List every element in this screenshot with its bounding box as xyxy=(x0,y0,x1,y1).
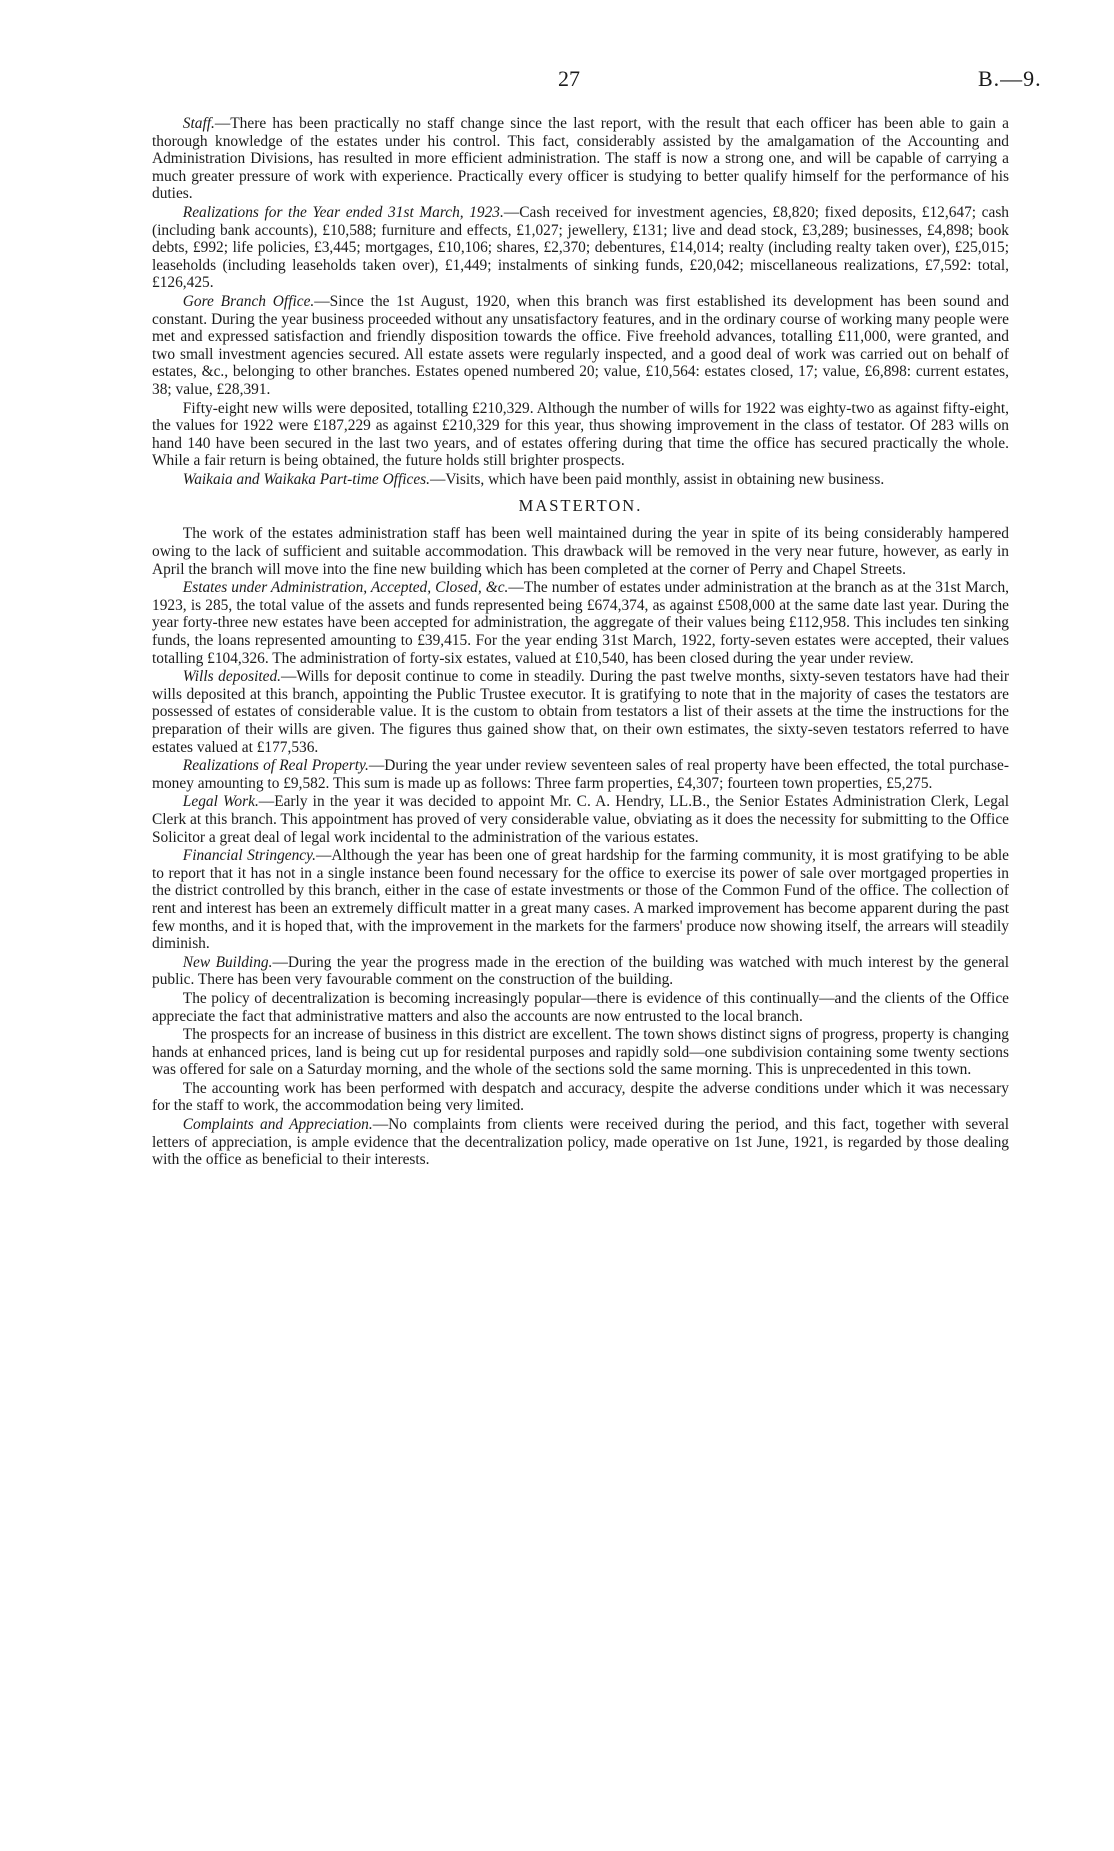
run-in-heading: New Building. xyxy=(182,953,273,971)
page-number: 27 xyxy=(558,66,580,91)
prospects-paragraph: The prospects for an increase of business in this district are excellent. The town shows distinct signs of progress, property is changing hands at enhanced prices, land is being cut up for residental purposes and rapidly sold—one subdivision containing some twenty sections was offered for sale on a Saturday morning, and the whole of the sections sold the same morning. This is unprecedented in this town. xyxy=(152,1026,1009,1079)
paragraph-text: —Since the 1st August, 1920, when this branch was first established its development has been sound and constant. During the year business proceeded without any unsatisfactory features, and in the ordinary course of working many people were met and expressed satisfaction and friendly disposition towards the office. Five freehold advances, totalling £11,000, were granted, and two small investment agencies secured. All estate assets were regularly inspected, and a good deal of work was carried out on behalf of estates, &c., belonging to other branches. Estates opened numbered 20; value, £10,564: estates closed, 17; value, £6,898: current estates, 38; value, £28,391. xyxy=(152,292,1009,398)
run-in-heading: Wills deposited. xyxy=(182,668,282,686)
paragraph-text: —There has been practically no staff change since the last report, with the result that each officer has been able to gain a thorough knowledge of the estates under his control. This fact, considerably assisted by the amalgamation of the Accounting and Administration Divisions, has resulted in more efficient administration. The staff is now a strong one, and will be capable of carrying a much greater pressure of work with experience. Practically every officer is studying to better qualify himself for the performance of his duties. xyxy=(152,115,1009,203)
page-header xyxy=(0,66,1114,96)
complaints-paragraph xyxy=(152,1116,1009,1169)
run-in-heading: Complaints and Appreciation. xyxy=(182,1116,373,1134)
gore-branch-paragraph xyxy=(152,293,1009,399)
paragraph-text: —The number of estates under administration at the branch as at the 31st March, 1923, is 285, the total value of the assets and funds represented being £674,374, as against £508,000 at the same date last year. During the year forty-three new estates have been accepted for administration, the aggregate of their values being £112,958. This includes ten sinking funds, the loans represented amounting to £39,415. For the year ending 31st March, 1922, forty-seven estates were accepted, their values totalling £104,326. The administration of forty-six estates, valued at £10,540, has been closed during the year under review. xyxy=(152,579,1009,667)
legal-work-paragraph xyxy=(152,793,1009,846)
paragraph-text: —During the year under review seventeen sales of real property have been effected, the total purchase-money amounting to £9,582. This sum is made up as follows: Three farm properties, £4,307; fourteen town properties, £5,275. xyxy=(152,757,1009,792)
paragraph-text: —Wills for deposit continue to come in steadily. During the past twelve months, sixty-seven testators have had their wills deposited at this branch, appointing the Public Trustee executor. It is gratifying to note that in the majority of cases the testators are possessed of estates of considerable value. It is the custom to obtain from testators a list of their assets at the time the instructions for the preparation of their wills are given. The figures thus gained show that, on their own estimates, the sixty-seven testators referred to have estates valued at £177,536. xyxy=(152,668,1010,756)
run-in-heading: Realizations of Real Property. xyxy=(182,757,369,775)
body-text xyxy=(152,115,1009,1170)
run-in-heading: Financial Stringency. xyxy=(182,847,316,865)
part-time-offices-paragraph xyxy=(152,471,1009,489)
run-in-heading: Gore Branch Office. xyxy=(182,292,315,310)
new-building-paragraph xyxy=(152,954,1009,989)
run-in-heading: Realizations for the Year ended 31st March, 1923. xyxy=(182,203,504,221)
decentralization-paragraph: The policy of decentralization is becoming increasingly popular—there is evidence of this continually—and the clients of the Office appreciate the fact that administrative matters and also the accounts are now entrusted to the local branch. xyxy=(152,989,1009,1025)
run-in-heading: Legal Work. xyxy=(182,793,259,811)
wills-deposited-paragraph xyxy=(152,668,1009,756)
estates-paragraph xyxy=(152,579,1009,667)
paragraph-text: —Early in the year it was decided to appoint Mr. C. A. Hendry, LL.B., the Senior Estates Administration Clerk, Legal Clerk at this branch. This appointment has proved of very considerable value, obviating as it does the necessity for submitting to the Office Solicitor a great deal of legal work incidental to the administration of the various estates. xyxy=(152,793,1009,846)
page-reference: B.—9. xyxy=(978,66,1042,91)
gore-wills-paragraph: Fifty-eight new wills were deposited, totalling £210,329. Although the number of wills for 1922 was eighty-two as against fifty-eight, the values for 1922 were £187,229 as against £210,329 for this year, thus showing improvement in the class of testator. Of 283 wills on hand 140 have been secured in the last two years, and of estates offering during that time the office has secured practically the whole. While a fair return is being obtained, the future holds still brighter prospects. xyxy=(152,399,1009,470)
staff-paragraph xyxy=(152,115,1009,203)
run-in-heading: Estates under Administration, Accepted, Closed, &c. xyxy=(182,579,509,597)
masterton-intro-paragraph: The work of the estates administration staff has been well maintained during the year in spite of its being considerably hampered owing to the lack of sufficient and suitable accommodation. This drawback will be removed in the very near future, however, as early in April the branch will move into the fine new building which has been completed at the corner of Perry and Chapel Streets. xyxy=(152,525,1009,578)
financial-stringency-paragraph xyxy=(152,847,1009,953)
accounting-paragraph: The accounting work has been performed with despatch and accuracy, despite the adverse conditions under which it was necessary for the staff to work, the accommodation being very limited. xyxy=(152,1079,1009,1115)
section-heading-masterton: MASTERTON. xyxy=(518,496,643,516)
paragraph-text: —Cash received for investment agencies, £8,820; fixed deposits, £12,647; cash (including bank accounts), £10,588; furniture and effects, £1,027; jewellery, £131; live and dead stock, £3,289; businesses, £4,898; book debts, £992; life policies, £3,445; mortgages, £10,106; shares, £2,370; debentures, £14,014; realty (including realty taken over), £25,015; leaseholds (including leaseholds taken over), £1,449; instalments of sinking funds, £20,042; miscellaneous realizations, £7,592: total, £126,425. xyxy=(152,203,1010,292)
real-property-paragraph xyxy=(152,757,1009,792)
realizations-paragraph xyxy=(152,204,1009,292)
paragraph-text: —During the year the progress made in the erection of the building was watched with much interest by the general public. There has been very favourable comment on the construction of the building. xyxy=(152,953,1009,989)
paragraph-text: —Visits, which have been paid monthly, assist in obtaining new business. xyxy=(430,470,885,488)
run-in-heading: Staff. xyxy=(182,115,215,132)
paragraph-text: —Although the year has been one of great hardship for the farming community, it is most gratifying to be able to report that it has not in a single instance been found necessary for the office to exercise its power of sale over mortgaged properties in the district controlled by this branch, either in the case of estate investments or those of the Common Fund of the office. The collection of rent and interest has been an extremely difficult matter in a great many cases. A marked improvement has become apparent during the past few months, and it is hoped that, with the improvement in the markets for the farmers' produce now showing itself, the arrears will steadily diminish. xyxy=(152,847,1009,953)
run-in-heading: Waikaia and Waikaka Part-time Offices. xyxy=(182,470,431,488)
paragraph-text: —No complaints from clients were received during the period, and this fact, together with several letters of appreciation, is ample evidence that the decentralization policy, made operative on 1st June, 1921, is regarded by those dealing with the office as beneficial to their interests. xyxy=(152,1116,1009,1169)
